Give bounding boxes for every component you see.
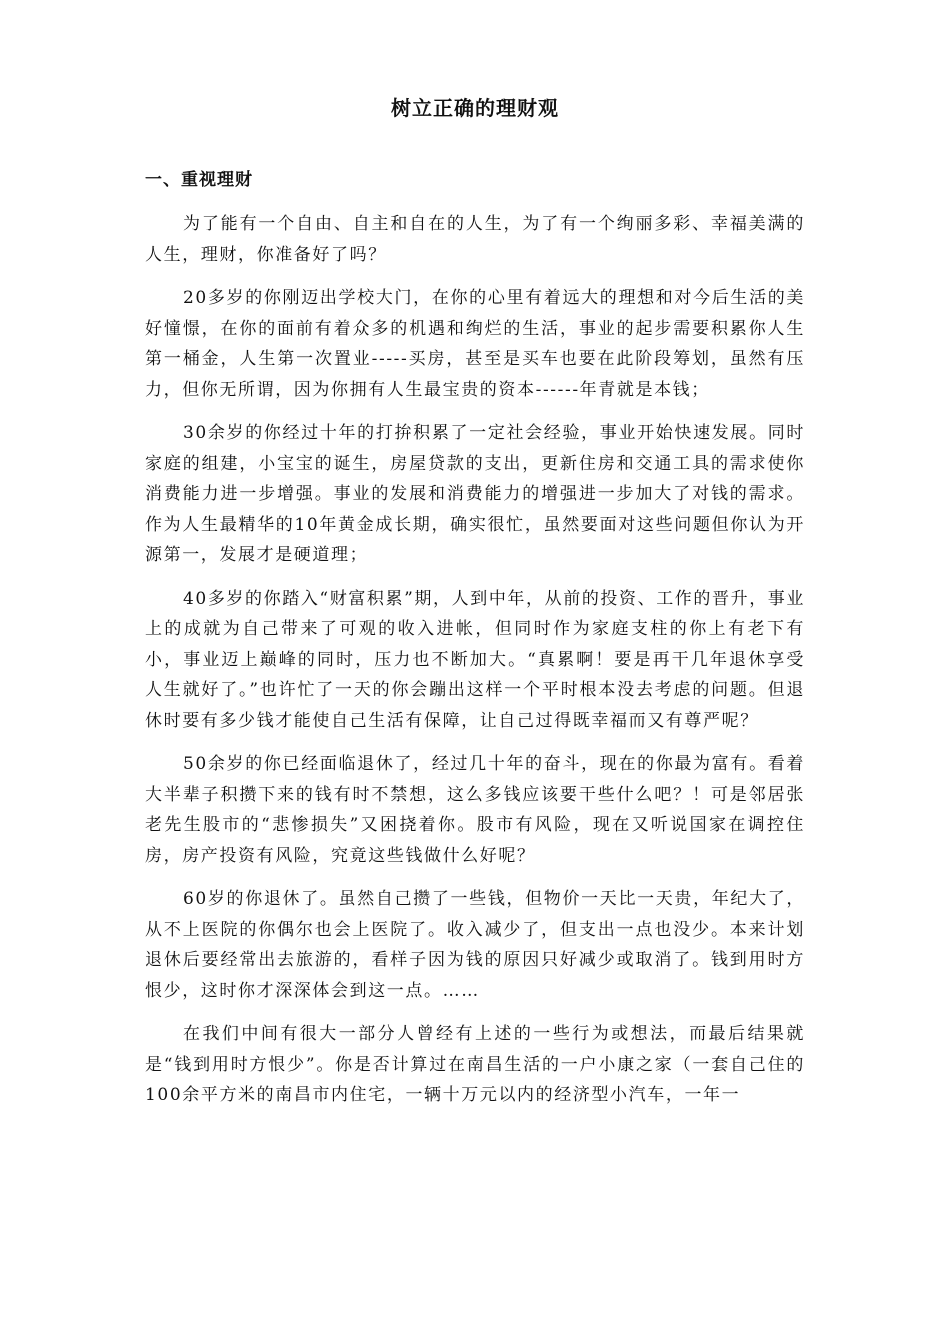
section-heading: 一、重视理财 <box>145 170 253 190</box>
paragraph-age-40s: 40多岁的你踏入“财富积累”期，人到中年，从前的投资、工作的晋升，事业上的成就为自己带来了可观的收入进帐，但同时作为家庭支柱的你上有老下有小，事业迈上巅峰的同时，压力也不断加大。“真累啊！要是再干几年退休享受人生就好了。”也许忙了一天的你会蹦出这样一个平时根本没去考虑的问题。但退休时要有多少钱才能使自己生活有保障，让自己过得既幸福而又有尊严呢？ <box>145 588 806 731</box>
paragraph-age-20s: 20多岁的你刚迈出学校大门，在你的心里有着远大的理想和对今后生活的美好憧憬，在你的面前有着众多的机遇和绚烂的生活，事业的起步需要积累你人生第一桶金，人生第一次置业-----买房，甚至是买车也要在此阶段筹划，虽然有压力，但你无所谓，因为你拥有人生最宝贵的资本------年青就是本钱； <box>145 288 805 400</box>
paragraph-age-60s: 60岁的你退休了。虽然自己攒了一些钱，但物价一天比一天贵，年纪大了，从不上医院的你偶尔也会上医院了。收入减少了，但支出一点也没少。本来计划退休后要经常出去旅游的，看样子因为钱的原因只好减少或取消了。钱到用时方恨少，这时你才深深体会到这一点。…… <box>145 889 805 1001</box>
paragraph-age-30s: 30余岁的你经过十年的打拚积累了一定社会经验，事业开始快速发展。同时家庭的组建，小宝宝的诞生，房屋贷款的支出，更新住房和交通工具的需求使你消费能力进一步增强。事业的发展和消费能力的增强进一步加大了对钱的需求。作为人生最精华的10年黄金成长期，确实很忙，虽然要面对这些问题但你认为开源第一，发展才是硬道理； <box>145 423 805 565</box>
body-text <box>145 209 805 1124</box>
paragraph-intro: 为了能有一个自由、自主和自在的人生，为了有一个绚丽多彩、幸福美满的人生，理财，你准备好了吗？ <box>145 214 805 265</box>
paragraph-age-50s: 50余岁的你已经面临退休了，经过几十年的奋斗，现在的你最为富有。看着大半辈子积攒下来的钱有时不禁想，这么多钱应该要干些什么吧？！可是邻居张老先生股市的“悲惨损失”又困挠着你。股市有风险，现在又听说国家在调控住房，房产投资有风险，究竟这些钱做什么好呢？ <box>145 754 805 866</box>
document-title: 树立正确的理财观 <box>391 96 559 120</box>
paragraph-conclusion: 在我们中间有很大一部分人曾经有上述的一些行为或想法，而最后结果就是“钱到用时方恨少”。你是否计算过在南昌生活的一户小康之家（一套自己住的100余平方米的南昌市内住宅，一辆十万元以内的经济型小汽车，一年一 <box>145 1024 805 1105</box>
